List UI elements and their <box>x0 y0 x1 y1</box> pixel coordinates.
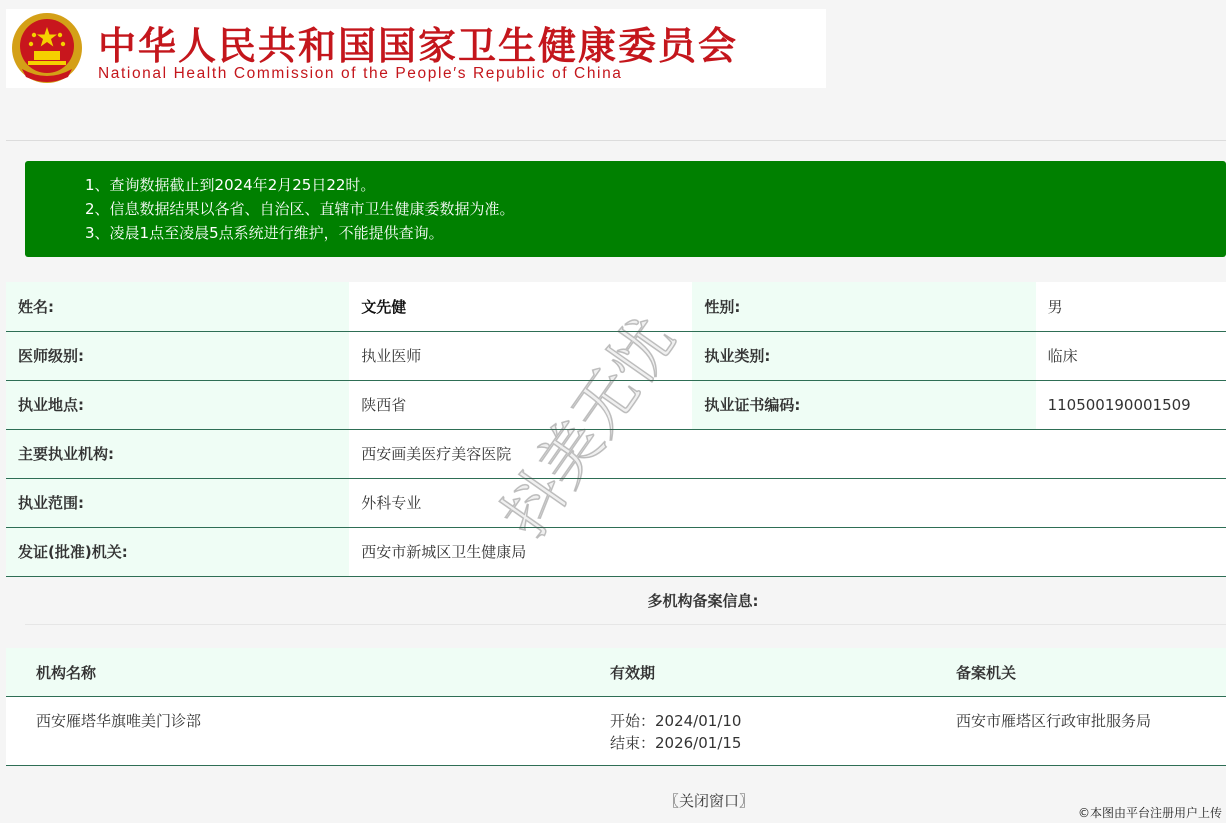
site-title-en: National Health Commission of the People′s Republic of China <box>98 65 623 82</box>
issuer-label: 发证(批准)机关: <box>6 527 349 576</box>
national-emblem-icon <box>10 11 84 85</box>
notice-box <box>25 161 1226 257</box>
info-row-location <box>6 380 1226 429</box>
level-label: 医师级别: <box>6 331 349 380</box>
header-validity: 有效期 <box>610 664 656 682</box>
institution-label: 主要执业机构: <box>6 429 349 478</box>
gender-label: 性别: <box>692 282 1035 331</box>
scope-label: 执业范围: <box>6 478 349 527</box>
table-row <box>6 697 1226 766</box>
multi-divider <box>25 624 1226 625</box>
info-row-name <box>6 282 1226 331</box>
location-value: 陕西省 <box>349 380 692 429</box>
header-banner <box>6 9 826 88</box>
name-value: 文先健 <box>349 282 692 331</box>
registration-authority: 西安市雁塔区行政审批服务局 <box>956 712 1152 730</box>
validity-end: 结束：2026/01/15 <box>610 734 742 752</box>
header-authority: 备案机关 <box>956 664 1017 682</box>
registration-validity <box>610 710 741 754</box>
info-row-institution <box>6 429 1226 478</box>
scope-value: 外科专业 <box>349 478 1226 527</box>
notice-line-3: 3、凌晨1点至凌晨5点系统进行维护，不能提供查询。 <box>85 224 444 242</box>
header-divider <box>6 140 1226 141</box>
header-institution-name: 机构名称 <box>36 664 97 682</box>
notice-line-2: 2、信息数据结果以各省、自治区、直辖市卫生健康委数据为准。 <box>85 200 515 218</box>
registration-institution-name: 西安雁塔华旗唯美门诊部 <box>36 712 202 730</box>
institution-value: 西安画美医疗美容医院 <box>349 429 1226 478</box>
location-label: 执业地点: <box>6 380 349 429</box>
cert-label: 执业证书编码: <box>692 380 1035 429</box>
multi-institution-title: 多机构备案信息: <box>647 592 759 610</box>
category-value: 临床 <box>1036 331 1226 380</box>
category-label: 执业类别: <box>692 331 1035 380</box>
registration-header-row <box>6 648 1226 697</box>
notice-line-1: 1、查询数据截止到2024年2月25日22时。 <box>85 176 376 194</box>
cert-value: 110500190001509 <box>1036 380 1226 429</box>
gender-value: 男 <box>1036 282 1226 331</box>
issuer-value: 西安市新城区卫生健康局 <box>349 527 1226 576</box>
info-row-issuer <box>6 527 1226 576</box>
site-title-cn: 中华人民共和国国家卫生健康委员会 <box>98 24 739 68</box>
level-value: 执业医师 <box>349 331 692 380</box>
name-label: 姓名: <box>6 282 349 331</box>
info-row-level <box>6 331 1226 380</box>
validity-start: 开始：2024/01/10 <box>610 712 742 730</box>
doctor-info-table <box>6 282 1226 577</box>
info-row-scope <box>6 478 1226 527</box>
close-window-link[interactable]: 〖关闭窗口〗 <box>664 792 755 810</box>
upload-credit: ©本图由平台注册用户上传 <box>1077 806 1222 820</box>
